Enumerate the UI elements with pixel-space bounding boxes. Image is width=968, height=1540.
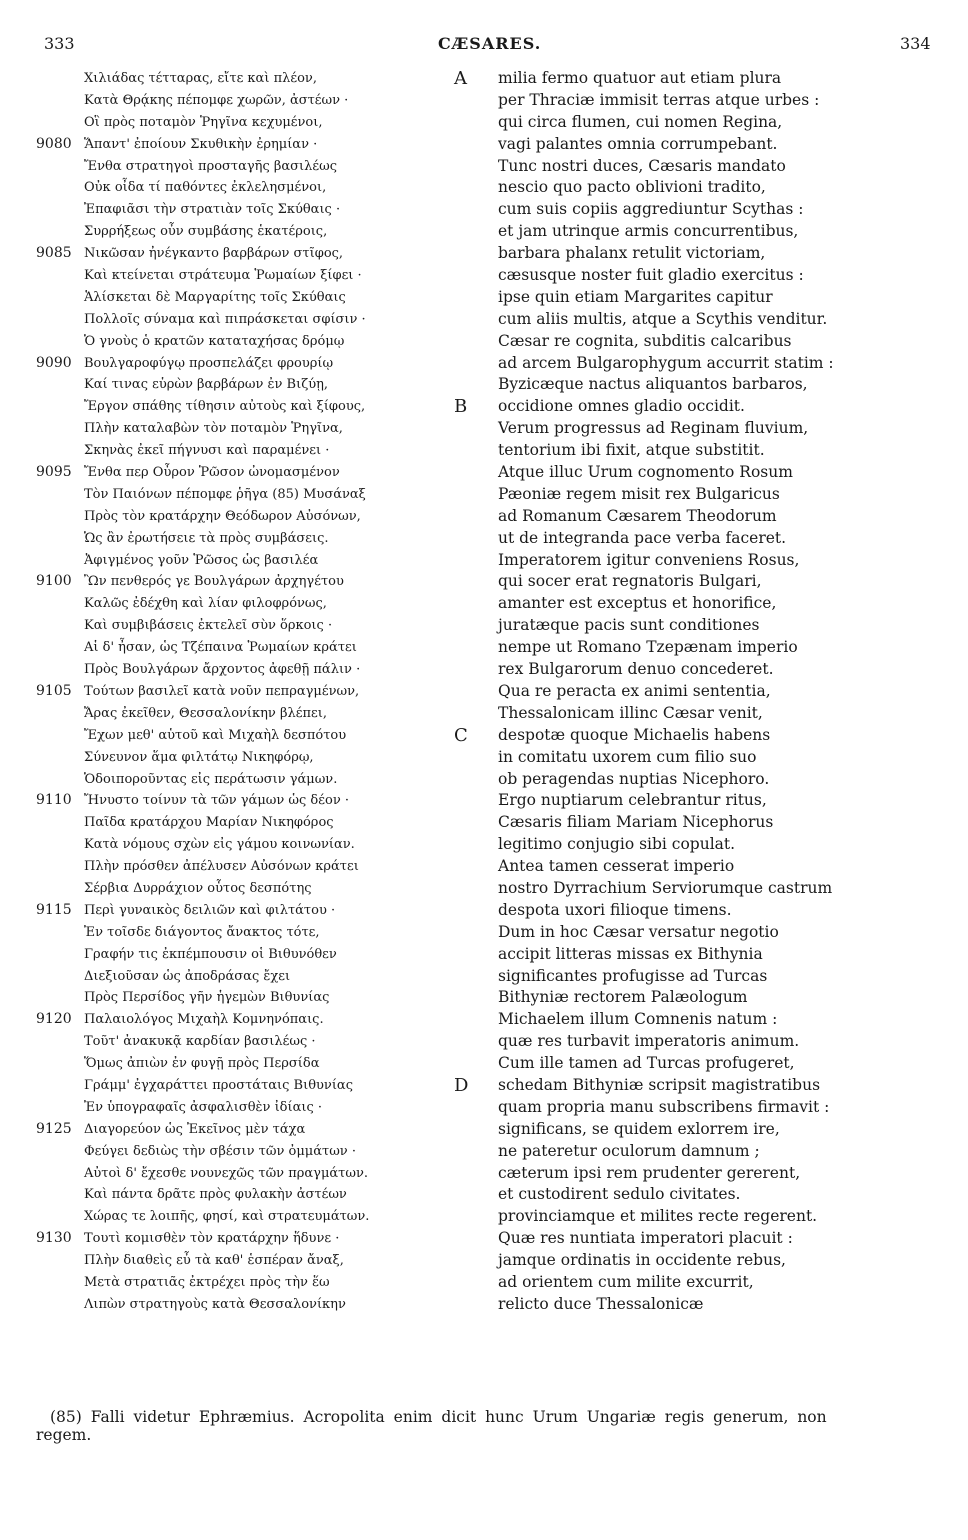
greek-verse-line — [36, 287, 466, 309]
greek-verse-text: Ἔργον σπάθης τίθησιν αὐτοὺς καὶ ξίφους, — [84, 399, 366, 415]
latin-line — [498, 878, 938, 900]
greek-verse-line — [36, 462, 466, 484]
latin-line — [498, 922, 938, 944]
latin-line — [498, 440, 938, 462]
latin-line-text: cum aliis multis, atque a Scythis venditur. — [498, 309, 828, 328]
greek-verse-line — [36, 834, 466, 856]
greek-verse-text: Ἀφιγμένος γοῦν Ῥῶσος ὡς βασιλέα — [84, 552, 319, 568]
latin-line — [498, 484, 938, 506]
latin-line-text: Thessalonicam illinc Cæsar venit, — [498, 703, 763, 722]
greek-verse-text: Πολλοῖς σύναμα καὶ πιπράσκεται σφίσιν · — [84, 311, 366, 327]
verse-number: 9085 — [36, 245, 72, 262]
greek-verse-line — [36, 725, 466, 747]
latin-line — [498, 309, 938, 331]
latin-line-text: Michaelem illum Comnenis natum : — [498, 1010, 778, 1029]
latin-line — [454, 724, 938, 747]
latin-line — [498, 637, 938, 659]
latin-line-text: Cum ille tamen ad Turcas profugeret, — [498, 1054, 795, 1073]
latin-line-text: despota uxori filioque timens. — [498, 900, 732, 919]
latin-line-text: ad orientem cum milite excurrit, — [498, 1272, 754, 1291]
latin-line — [498, 769, 938, 791]
latin-line-text: Imperatorem igitur conveniens Rosus, — [498, 550, 800, 569]
greek-verse-line — [36, 1074, 469, 1097]
latin-line — [498, 221, 938, 243]
verse-number: 9100 — [36, 573, 72, 590]
greek-verse-text: Πλὴν διαθεὶς εὖ τὰ καθ' ἑσπέραν ἄναξ, — [84, 1253, 344, 1269]
greek-verse-text: Καλῶς ἐδέχθη καὶ λίαν φιλοφρόνως, — [84, 596, 327, 612]
latin-line-text: Pæoniæ regem misit rex Bulgaricus — [498, 484, 780, 503]
latin-line-text: significans, se quidem exlorrem ire, — [498, 1119, 780, 1138]
latin-line-text: vagi palantes omnia corrumpebant. — [498, 134, 778, 153]
latin-line-text: cæterum ipsi rem prudenter gererent, — [498, 1163, 801, 1182]
greek-verse-line — [36, 484, 466, 506]
greek-verse-line — [36, 1141, 466, 1163]
greek-verse-line — [36, 900, 466, 922]
greek-verse-line — [36, 199, 466, 221]
greek-verse-line — [36, 353, 466, 375]
greek-verse-text: Ὁδοιποροῦντας εἰς περάτωσιν γάμων. — [84, 771, 338, 787]
greek-verse-text: Γραφήν τις ἐκπέμπουσιν οἱ Βιθυνόθεν — [84, 946, 337, 962]
latin-line — [498, 944, 938, 966]
latin-line — [498, 134, 938, 156]
greek-verse-text: Νικῶσαν ἠνέγκαντο βαρβάρων στῖφος, — [84, 246, 344, 262]
greek-verse-line — [36, 1097, 466, 1119]
greek-verse-line — [36, 769, 466, 791]
greek-verse-text: Βουλγαροφύγῳ προσπελάζει φρουρίῳ — [84, 355, 334, 371]
latin-line-text: cæsusque noster fuit gladio exercitus : — [498, 266, 804, 285]
latin-line-text: ne pateretur oculorum damnum ; — [498, 1141, 760, 1160]
latin-line — [498, 790, 938, 812]
greek-verse-line — [36, 812, 466, 834]
greek-verse-line — [36, 1206, 466, 1228]
latin-line-text: in comitatu uxorem cum filio suo — [498, 747, 757, 766]
greek-verse-text: Παῖδα κρατάρχου Μαρίαν Νικηφόρος — [84, 815, 334, 831]
latin-line — [498, 1141, 938, 1163]
latin-line-text: accipit litteras missas ex Bithynia — [498, 944, 763, 963]
greek-verse-text: Χώρας τε λοιπῆς, φησί, καὶ στρατευμάτων. — [84, 1209, 370, 1225]
page-header — [0, 34, 968, 60]
latin-line — [498, 1053, 938, 1075]
page-number-right: 334 — [900, 34, 931, 53]
greek-verse-line — [36, 790, 466, 812]
latin-line — [498, 987, 938, 1009]
latin-line-text: Cæsar re cognita, subditis calcaribus — [498, 331, 792, 350]
greek-verse-line — [36, 112, 466, 134]
greek-verse-line — [36, 309, 466, 331]
greek-verse-text: Σύνευνον ἅμα φιλτάτῳ Νικηφόρῳ, — [84, 749, 314, 765]
latin-line — [498, 177, 938, 199]
latin-line — [498, 681, 938, 703]
latin-line — [498, 659, 938, 681]
greek-verse-text: Ἁλίσκεται δὲ Μαργαρίτης τοῖς Σκύθαις — [84, 289, 346, 305]
latin-line-text: schedam Bithyniæ scripsit magistratibus — [498, 1075, 821, 1094]
greek-verse-text: Περὶ γυναικὸς δειλιῶν καὶ φιλτάτου · — [84, 902, 336, 918]
latin-line — [498, 1250, 938, 1272]
greek-verse-line — [36, 944, 466, 966]
latin-line — [498, 550, 938, 572]
latin-line — [498, 90, 938, 112]
latin-line-text: ipse quin etiam Margarites capitur — [498, 287, 773, 306]
greek-verse-line — [36, 440, 466, 462]
greek-verse-text: Τούτων βασιλεῖ κατὰ νοῦν πεπραγμένων, — [84, 683, 360, 699]
greek-verse-text: Ὅμως ἀπιὼν ἐν φυγῇ πρὸς Περσίδα — [84, 1056, 320, 1072]
greek-verse-line — [36, 1184, 466, 1206]
verse-number: 9120 — [36, 1011, 72, 1028]
latin-line-text: nescio quo pacto oblivioni tradito, — [498, 178, 766, 197]
verse-number: 9090 — [36, 354, 72, 371]
greek-verse-text: Πλὴν καταλαβὼν τὸν ποταμὸν Ῥηγῖνα, — [84, 421, 343, 437]
latin-line — [498, 812, 938, 834]
latin-line-text: jamque ordinatis in occidente rebus, — [498, 1251, 786, 1270]
greek-verse-line — [36, 506, 466, 528]
latin-line — [498, 1031, 938, 1053]
latin-line — [498, 900, 938, 922]
latin-line — [498, 856, 938, 878]
greek-verse-line — [36, 418, 466, 440]
latin-line — [454, 396, 938, 418]
greek-verse-line — [36, 593, 466, 615]
latin-line — [498, 966, 938, 988]
latin-line — [498, 462, 938, 484]
latin-line-text: Tunc nostri duces, Cæsaris mandato — [498, 156, 786, 175]
greek-verse-text: Ἐν τοῖσδε διάγοντος ἄνακτος τότε, — [84, 924, 320, 940]
greek-verse-text: Συρρήξεως οὖν συμβάσης ἑκατέροις, — [84, 224, 328, 240]
greek-verse-line — [36, 681, 466, 703]
latin-line-text: Atque illuc Urum cognomento Rosum — [498, 463, 793, 482]
greek-verse-line — [36, 1119, 466, 1141]
greek-verse-text: Διαγορεύον ὡς Ἐκεῖνος μὲν τάχα — [84, 1121, 306, 1137]
section-marker: A — [454, 68, 467, 89]
greek-verse-line — [36, 1294, 466, 1316]
latin-line — [498, 199, 938, 221]
greek-verse-line — [36, 331, 466, 353]
greek-verse-text: Αὐτοὶ δ' ἔχεσθε νουνεχῶς τῶν πραγμάτων. — [84, 1165, 369, 1181]
greek-verse-line — [36, 134, 466, 156]
running-title: CÆSARES. — [438, 34, 542, 53]
footnote — [36, 1408, 936, 1444]
latin-translation-column — [454, 68, 938, 1316]
latin-line — [454, 1074, 938, 1097]
latin-line — [498, 287, 938, 309]
latin-line-text: quam propria manu subscribens firmavit : — [498, 1097, 830, 1116]
greek-verse-text: Πλὴν πρόσθεν ἀπέλυσεν Αὐσόνων κράτει — [84, 859, 359, 875]
greek-verse-line — [36, 637, 466, 659]
greek-verse-text: Πρὸς τὸν κρατάρχην Θεόδωρον Αὐσόνων, — [84, 508, 361, 524]
latin-line-text: relicto duce Thessalonicæ — [498, 1294, 704, 1313]
greek-verse-text: Καὶ πάντα δρᾶτε πρὸς φυλακὴν ἀστέων — [84, 1187, 347, 1203]
latin-line — [498, 1228, 938, 1250]
greek-verse-text: Σέρβια Δυρράχιον οὗτος δεσπότης — [84, 880, 312, 896]
latin-line-text: Bithyniæ rectorem Palæologum — [498, 988, 748, 1007]
greek-verse-text: Ὢν πενθερός γε Βουλγάρων ἀρχηγέτου — [84, 574, 344, 590]
greek-verse-line — [36, 221, 466, 243]
latin-line-text: ut de integranda pace verba faceret. — [498, 528, 787, 547]
verse-number: 9130 — [36, 1230, 72, 1247]
greek-verse-line — [36, 1250, 466, 1272]
section-marker: D — [454, 1074, 469, 1096]
greek-verse-text: Λιπὼν στρατηγοὺς κατὰ Θεσσαλονίκην — [84, 1296, 346, 1312]
greek-verse-line — [36, 90, 466, 112]
latin-line — [498, 528, 938, 550]
latin-line-text: qui circa flumen, cui nomen Regina, — [498, 112, 783, 131]
greek-verse-text: Καί τινας εὑρὼν βαρβάρων ἐν Βιζύῃ, — [84, 377, 329, 393]
greek-verse-text: Τοῦτ' ἀνακυκᾷ καρδίαν βασιλέως · — [84, 1034, 316, 1050]
greek-verse-text: Πρὸς Περσίδος γῆν ἡγεμὼν Βιθυνίας — [84, 990, 330, 1006]
latin-line — [498, 506, 938, 528]
greek-verse-line — [36, 243, 466, 265]
greek-verse-text: Ὁ γνοὺς ὁ κρατῶν καταταχήσας δρόμῳ — [84, 333, 345, 349]
latin-line — [498, 156, 938, 178]
latin-line — [498, 243, 938, 265]
latin-line — [498, 593, 938, 615]
greek-verse-text: Οἳ πρὸς ποταμὸν Ῥηγῖνα κεχυμένοι, — [84, 114, 323, 130]
greek-text-column — [36, 68, 469, 1316]
greek-verse-text: Ἔχων μεθ' αὑτοῦ καὶ Μιχαὴλ δεσπότου — [84, 727, 347, 743]
greek-verse-line — [36, 856, 466, 878]
greek-verse-line — [36, 68, 466, 90]
greek-verse-line — [36, 966, 466, 988]
greek-verse-text: Παλαιολόγος Μιχαὴλ Κομνηνόπαις. — [84, 1012, 324, 1028]
latin-line — [498, 418, 938, 440]
greek-verse-line — [36, 396, 466, 418]
latin-line-text: Dum in hoc Cæsar versatur negotio — [498, 922, 779, 941]
greek-verse-line — [36, 528, 466, 550]
latin-line — [498, 1097, 938, 1119]
greek-verse-line — [36, 177, 466, 199]
verse-number: 9080 — [36, 135, 72, 152]
greek-verse-text: Φεύγει δεδιὼς τὴν σβέσιν τῶν ὀμμάτων · — [84, 1143, 356, 1159]
latin-line — [498, 1206, 938, 1228]
greek-verse-text: Οὐκ οἶδα τί παθόντες ἐκλελησμένοι, — [84, 180, 327, 196]
latin-line-text: et custodirent sedulo civitates. — [498, 1185, 741, 1204]
verse-number: 9095 — [36, 464, 72, 481]
footnote-line: regem. — [36, 1426, 92, 1444]
greek-verse-line — [36, 1009, 466, 1031]
greek-verse-line — [36, 156, 466, 178]
greek-verse-text: Καὶ συμβιβάσεις ἐκτελεῖ σὺν ὅρκοις · — [84, 618, 333, 634]
latin-line-text: Quæ res nuntiata imperatori placuit : — [498, 1229, 793, 1248]
latin-line-text: ad arcem Bulgarophygum accurrit statim : — [498, 353, 834, 372]
latin-line-text: Antea tamen cesserat imperio — [498, 857, 735, 876]
latin-line-text: significantes profugisse ad Turcas — [498, 966, 768, 985]
latin-line — [454, 68, 938, 90]
latin-line-text: Byzicæque nactus aliquantos barbaros, — [498, 375, 808, 394]
latin-line-text: ad Romanum Cæsarem Theodorum — [498, 506, 777, 525]
greek-verse-line — [36, 265, 466, 287]
greek-verse-text: Σκηνὰς ἐκεῖ πήγνυσι καὶ παραμένει · — [84, 443, 330, 459]
latin-line — [498, 703, 938, 725]
latin-line-text: nostro Dyrrachium Serviorumque castrum — [498, 878, 833, 897]
greek-verse-line — [36, 374, 466, 396]
greek-verse-text: Ἅπαντ' ἐποίουν Σκυθικὴν ἐρημίαν · — [84, 136, 318, 152]
verse-number: 9115 — [36, 901, 72, 918]
greek-verse-text: Αἱ δ' ἦσαν, ὡς Τζέπαινα Ῥωμαίων κράτει — [84, 640, 357, 656]
page-number-left: 333 — [44, 34, 75, 53]
greek-verse-text: Καὶ κτείνεται στράτευμα Ῥωμαίων ξίφει · — [84, 268, 362, 284]
latin-line — [498, 747, 938, 769]
latin-line-text: legitimo conjugio sibi copulat. — [498, 835, 736, 854]
greek-verse-text: Τουτὶ κομισθὲν τὸν κρατάρχην ἥδυνε · — [84, 1231, 340, 1247]
greek-verse-line — [36, 550, 466, 572]
greek-verse-text: Ἐν ὑπογραφαῖς ἀσφαλισθὲν ἰδίαις · — [84, 1099, 323, 1115]
latin-line — [498, 374, 938, 396]
latin-line-text: et jam utrinque armis concurrentibus, — [498, 222, 799, 241]
latin-line — [498, 571, 938, 593]
greek-verse-line — [36, 703, 466, 725]
greek-verse-line — [36, 747, 466, 769]
latin-line — [498, 615, 938, 637]
greek-verse-line — [36, 1053, 466, 1075]
greek-verse-text: Κατὰ νόμους σχὼν εἰς γάμου κοινωνίαν. — [84, 837, 355, 853]
footnote-line: (85) Falli videtur Ephræmius. Acropolita enim dicit hunc Urum Ungariæ regis generum, non — [50, 1408, 827, 1426]
latin-line — [498, 1163, 938, 1185]
latin-line — [498, 1119, 938, 1141]
latin-line — [498, 331, 938, 353]
latin-line — [498, 353, 938, 375]
latin-line — [498, 112, 938, 134]
latin-line-text: milia fermo quatuor aut etiam plura — [498, 69, 782, 87]
latin-line-text: per Thraciæ immisit terras atque urbes : — [498, 90, 820, 109]
latin-line-text: barbara phalanx retulit victoriam, — [498, 244, 766, 263]
greek-verse-line — [36, 987, 466, 1009]
latin-line-text: quæ res turbavit imperatoris animum. — [498, 1032, 800, 1051]
latin-line-text: cum suis copiis aggrediuntur Scythas : — [498, 200, 804, 219]
section-marker: B — [454, 396, 468, 418]
section-marker: C — [454, 724, 468, 746]
verse-number: 9125 — [36, 1120, 72, 1137]
greek-verse-text: Ἤνυστο τοίνυν τὰ τῶν γάμων ὡς δέον · — [84, 793, 349, 809]
greek-verse-line — [36, 615, 466, 637]
latin-line-text: Verum progressus ad Reginam fluvium, — [498, 419, 809, 438]
latin-line-text: provinciamque et milites recte regerent. — [498, 1207, 818, 1226]
latin-line — [498, 834, 938, 856]
greek-verse-text: Ἔνθα στρατηγοὶ προσταγῆς βασιλέως — [84, 158, 337, 174]
greek-verse-line — [36, 922, 466, 944]
latin-line-text: despotæ quoque Michaelis habens — [498, 725, 771, 744]
greek-verse-text: Ἐπαφιᾶσι τὴν στρατιὰν τοῖς Σκύθαις · — [84, 202, 341, 218]
latin-line-text: rex Bulgarorum denuo concederet. — [498, 660, 774, 679]
greek-verse-line — [36, 571, 466, 593]
greek-verse-text: Κατὰ Θρᾴκης πέπομφε χωρῶν, ἀστέων · — [84, 92, 349, 108]
greek-verse-line — [36, 878, 466, 900]
greek-verse-text: Μετὰ στρατιᾶς ἐκτρέχει πρὸς τὴν ἕω — [84, 1274, 330, 1290]
greek-verse-text: Ἄρας ἐκεῖθεν, Θεσσαλονίκην βλέπει, — [84, 705, 327, 721]
latin-line-text: qui socer erat regnatoris Bulgari, — [498, 572, 762, 591]
greek-verse-text: Χιλιάδας τέτταρας, εἴτε καὶ πλέον, — [84, 71, 317, 86]
latin-line-text: juratæque pacis sunt conditiones — [498, 616, 760, 635]
latin-line — [498, 1272, 938, 1294]
latin-line-text: Cæsaris filiam Mariam Nicephorus — [498, 813, 774, 832]
latin-line — [498, 1009, 938, 1031]
greek-verse-line — [36, 1163, 466, 1185]
greek-verse-line — [36, 1031, 466, 1053]
latin-line-text: nempe ut Romano Tzepænam imperio — [498, 638, 798, 657]
greek-verse-text: Διεξιοῦσαν ὡς ἀποδράσας ἔχει — [84, 968, 291, 984]
latin-line — [498, 265, 938, 287]
latin-line-text: occidione omnes gladio occidit. — [498, 397, 745, 416]
greek-verse-text: Πρὸς Βουλγάρων ἄρχοντος ἀφεθῇ πάλιν · — [84, 662, 361, 678]
latin-line-text: ob peragendas nuptias Nicephoro. — [498, 769, 770, 788]
latin-line — [498, 1294, 938, 1316]
greek-verse-line — [36, 1228, 466, 1250]
greek-verse-line — [36, 659, 466, 681]
greek-verse-text: Ὡς ἂν ἐρωτήσειε τὰ πρὸς συμβάσεις. — [84, 530, 329, 546]
latin-line-text: amanter est exceptus et honorifice, — [498, 594, 777, 613]
latin-line-text: tentorium ibi fixit, atque substitit. — [498, 441, 765, 460]
verse-number: 9110 — [36, 792, 72, 809]
greek-verse-line — [36, 1272, 466, 1294]
verse-number: 9105 — [36, 682, 72, 699]
greek-verse-text: Ἔνθα περ Οὖρον Ῥῶσον ὠνομασμένον — [84, 465, 340, 481]
greek-verse-text: Τὸν Παιόνων πέπομφε ῥῆγα (85) Μυσάναξ — [84, 486, 366, 502]
greek-verse-text: Γράμμ' ἐγχαράττει προστάταις Βιθυνίας — [84, 1077, 353, 1093]
latin-line — [498, 1184, 938, 1206]
latin-line-text: Ergo nuptiarum celebrantur ritus, — [498, 791, 767, 810]
latin-line-text: Qua re peracta ex animi sententia, — [498, 681, 771, 700]
